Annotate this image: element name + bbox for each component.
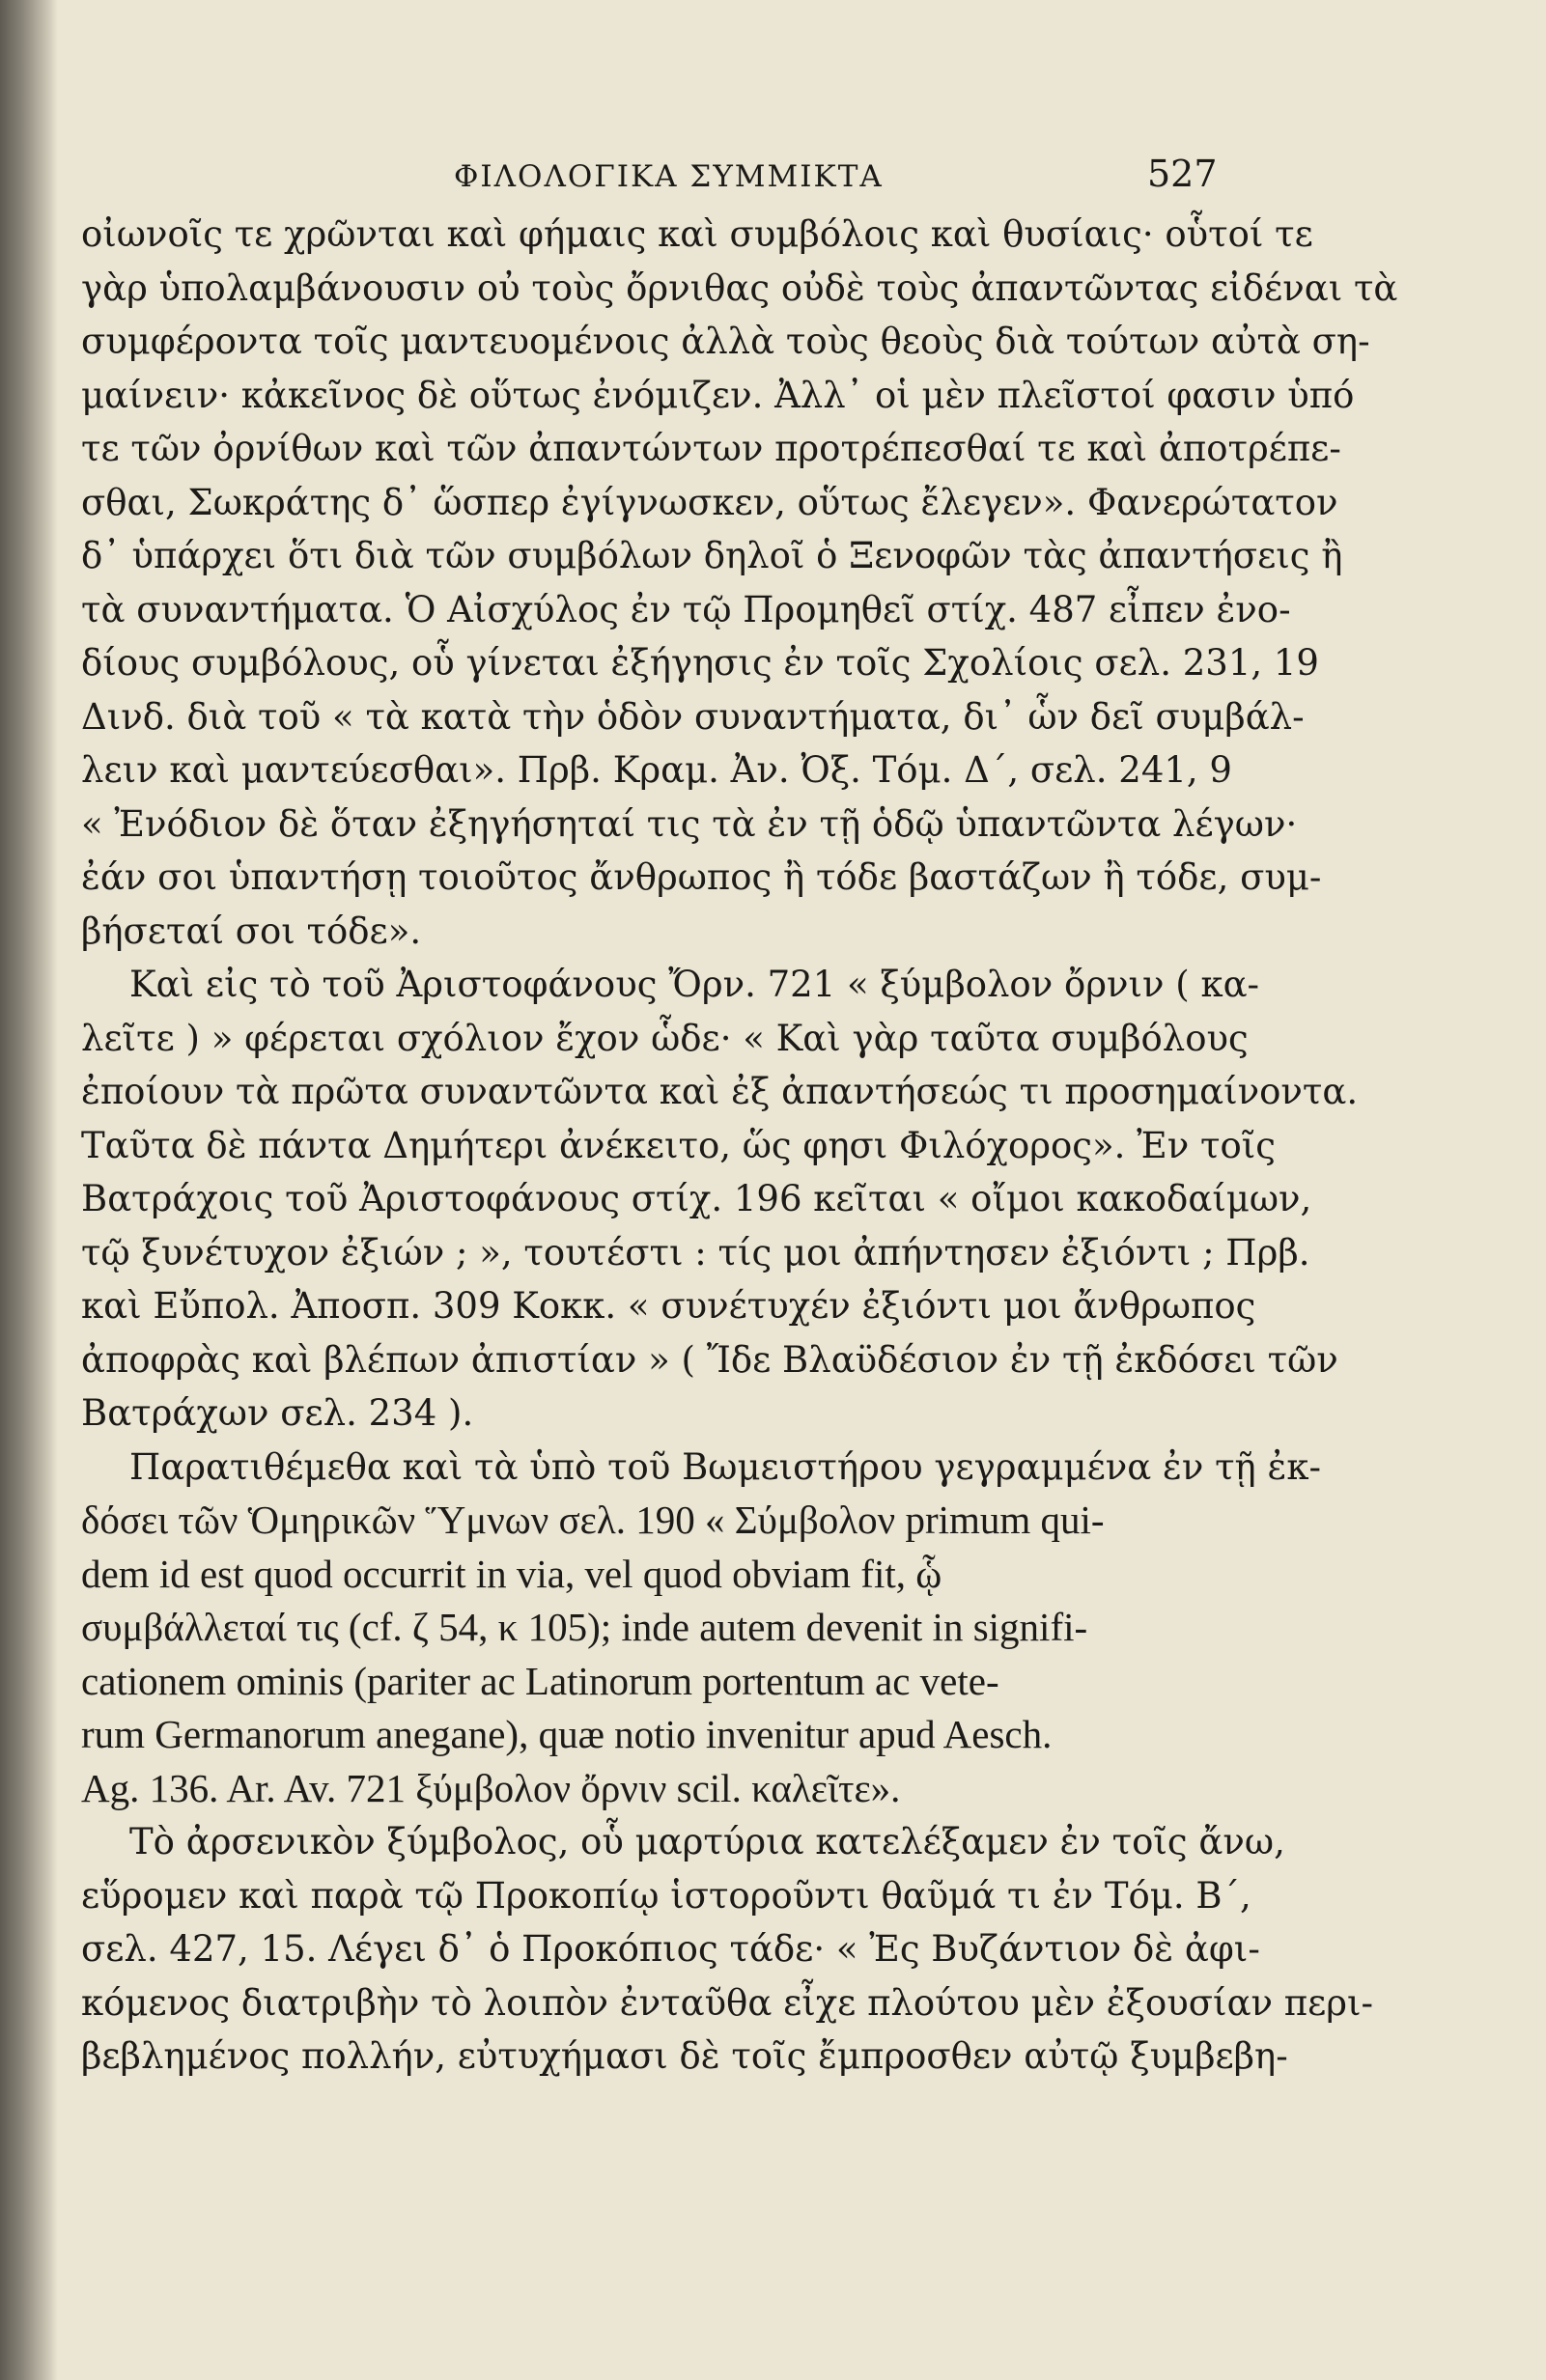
text-line: dem id est quod occurrit in via, vel quod obviam fit, ᾧ [81,1551,942,1596]
text-line: λειν καὶ μαντεύεσθαι». Πρβ. Κραμ. Ἀν. Ὀξ. Τόμ. Δ´, σελ. 241, 9 [81,749,1232,791]
text-line: Δινδ. διὰ τοῦ « τὰ κατὰ τὴν ὁδὸν συναντήματα, δι᾽ ὧν δεῖ συμβάλ- [81,695,1305,738]
text-line: Παρατιθέμεθα καὶ τὰ ὑπὸ τοῦ Βωμειστήρου γεγραμμένα ἐν τῇ ἐκ- [129,1445,1321,1488]
text-line: « Ἐνόδιον δὲ ὅταν ἐξηγήσηταί τις τὰ ἐν τῇ ὁδῷ ὑπαντῶντα λέγων· [81,802,1298,845]
text-line: εὕρομεν καὶ παρὰ τῷ Προκοπίῳ ἱστοροῦντι θαῦμά τι ἐν Τόμ. Β´, [81,1874,1251,1917]
text-line: rum Germanorum anegane), quæ notio invenitur apud Aesch. [81,1712,1053,1756]
text-line: σθαι, Σωκράτης δ᾽ ὥσπερ ἐγίγνωσκεν, οὕτως ἔλεγεν». Φανερώτατον [81,481,1338,523]
text-line: ἐάν σοι ὑπαντήσῃ τοιοῦτος ἄνθρωπος ἢ τόδε βαστάζων ἢ τόδε, συμ- [81,856,1322,898]
text-line: βήσεταί σοι τόδε». [81,910,422,952]
text-line: Τὸ ἀρσενικὸν ξύμβολος, οὗ μαρτύρια κατελέξαμεν ἐν τοῖς ἄνω, [129,1821,1285,1862]
text-line: οἰωνοῖς τε χρῶνται καὶ φήμαις καὶ συμβόλοις καὶ θυσίαις· οὗτοί τε [81,213,1313,255]
text-line: δόσει τῶν Ὁμηρικῶν Ὕμνων σελ. 190 « Σύμβολον primum qui- [81,1498,1105,1542]
text-line: ἀποφρὰς καὶ βλέπων ἀπιστίαν » ( Ἴδε Βλαϋδέσιον ἐν τῇ ἐκδόσει τῶν [81,1338,1338,1381]
text-line: καὶ Εὔπολ. Ἀποσπ. 309 Κοκκ. « συνέτυχέν ἐξιόντι μοι ἄνθρωπος [81,1285,1256,1327]
text-line: συμφέροντα τοῖς μαντευομένοις ἀλλὰ τοὺς θεοὺς διὰ τούτων αὐτὰ ση- [81,321,1370,362]
text-line: κόμενος διατριβὴν τὸ λοιπὸν ἐνταῦθα εἶχε πλούτου μὲν ἐξουσίαν περι- [81,1981,1374,2024]
text-line: βεβλημένος πολλήν, εὐτυχήμασι δὲ τοῖς ἔμπροσθεν αὐτῷ ξυμβεβη- [81,2035,1288,2077]
text-line: τὰ συναντήματα. Ὁ Αἰσχύλος ἐν τῷ Προμηθεῖ στίχ. 487 εἶπεν ἐνο- [81,588,1291,630]
text-line: συμβάλλεταί τις (cf. ζ 54, κ 105); inde autem devenit in signifi- [81,1605,1088,1649]
text-line: Βατράχων σελ. 234 ). [81,1392,474,1434]
text-line: Ag. 136. Ar. Av. 721 ξύμβολον ὄρνιν scil. καλεῖτε». [81,1765,901,1810]
text-line: τε τῶν ὀρνίθων καὶ τῶν ἀπαντώντων προτρέπεσθαί τε καὶ ἀποτρέπε- [81,428,1341,469]
text-line: δίους συμβόλους, οὗ γίνεται ἐξήγησις ἐν τοῖς Σχολίοις σελ. 231, 19 [81,642,1319,684]
text-line: ἐποίουν τὰ πρῶτα συναντῶντα καὶ ἐξ ἀπαντήσεώς τι προσημαίνοντα. [81,1071,1359,1112]
text-line: τῷ ξυνέτυχον ἐξιών ; », τουτέστι : τίς μοι ἀπήντησεν ἐξιόντι ; Πρβ. [81,1231,1310,1274]
text-line: Βατράχοις τοῦ Ἀριστοφάνους στίχ. 196 κεῖται « οἴμοι κακοδαίμων, [81,1178,1312,1219]
text-line: cationem ominis (pariter ac Latinorum portentum ac vete- [81,1658,999,1703]
text-line: Ταῦτα δὲ πάντα Δημήτερι ἀνέκειτο, ὥς φησι Φιλόχορος». Ἐν τοῖς [81,1124,1276,1166]
body-text [81,208,1398,2084]
page-number: 527 [1147,153,1218,195]
text-line: Καὶ εἰς τὸ τοῦ Ἀριστοφάνους Ὄρν. 721 « ξύμβολον ὄρνιν ( κα- [129,964,1260,1005]
running-head: ΦΙΛΟΛΟΓΙΚΑ ΣΥΜΜΙΚΤΑ [454,159,884,194]
text-line: δ᾽ ὑπάρχει ὅτι διὰ τῶν συμβόλων δηλοῖ ὁ Ξενοφῶν τὰς ἀπαντήσεις ἢ [81,535,1343,576]
text-line: μαίνειν· κἀκεῖνος δὲ οὕτως ἐνόμιζεν. Ἀλλ᾽ οἱ μὲν πλεῖστοί φασιν ὑπό [81,374,1355,416]
text-line: γὰρ ὑπολαμβάνουσιν οὐ τοὺς ὄρνιθας οὐδὲ τοὺς ἀπαντῶντας εἰδέναι τὰ [81,266,1398,309]
text-line: σελ. 427, 15. Λέγει δ᾽ ὁ Προκόπιος τάδε· « Ἐς Βυζάντιον δὲ ἀφι- [81,1928,1260,1970]
text-line: λεῖτε ) » φέρεται σχόλιον ἔχον ὧδε· « Καὶ γὰρ ταῦτα συμβόλους [81,1017,1249,1059]
